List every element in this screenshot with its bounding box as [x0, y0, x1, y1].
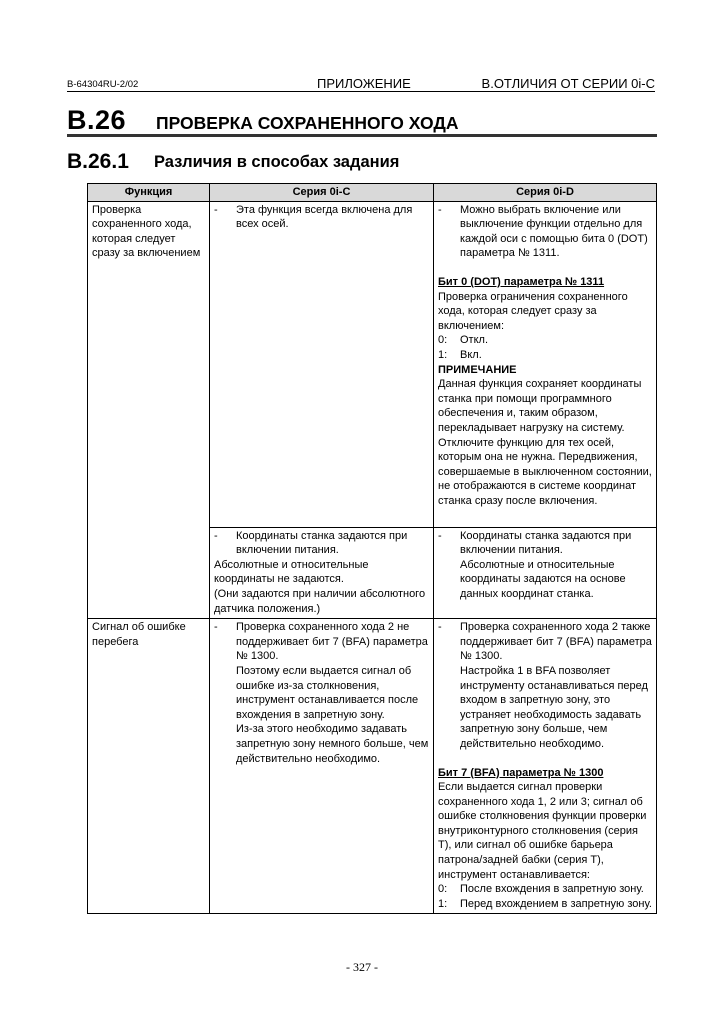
col-header-series-c: Серия 0i-C: [210, 184, 434, 202]
table-row: [88, 619, 657, 914]
param-option: 0: Откл.: [438, 334, 489, 347]
heading-1-title: ПРОВЕРКА СОХРАНЕННОГО ХОДА: [156, 113, 459, 133]
list-item: - Проверка сохраненного хода 2 не поддерживает бит 7 (BFA) параметра № 1300.: [214, 621, 428, 663]
cell-text: (Они задаются при наличии абсолютного датчика положения.): [214, 587, 426, 615]
page-number: - 327 -: [346, 960, 378, 974]
param-option: 1: Перед вхождением в запретную зону.: [438, 897, 652, 910]
series-d-cell: [434, 201, 657, 527]
list-item: - Проверка сохраненного хода 2 также поддерживает бит 7 (BFA) параметра № 1300.: [438, 621, 652, 663]
function-cell: Проверка сохраненного хода, которая следует сразу за включением: [88, 201, 210, 619]
doc-code: B-64304RU-2/02: [67, 79, 139, 90]
series-c-cell: [210, 201, 434, 527]
heading-2: [67, 150, 655, 176]
note-title: ПРИМЕЧАНИЕ: [438, 363, 517, 376]
list-item: - Координаты станка задаются при включении питания.: [214, 529, 408, 557]
cell-text: Настройка 1 в BFA позволяет инструменту останавливаться перед входом в запретную зону, это устраняет необходимость задавать запретную зону больше, чем действительно необходимо.: [460, 664, 648, 750]
heading-2-title: Различия в способах задания: [154, 153, 400, 171]
heading-1-rule: [67, 134, 657, 137]
param-description: Проверка ограничения сохраненного хода, которая следует сразу за включением:: [438, 290, 628, 332]
function-cell: Сигнал об ошибке перебега: [88, 619, 210, 914]
header-chapter: B.ОТЛИЧИЯ ОТ СЕРИИ 0i-C: [481, 76, 655, 91]
table-row: [88, 201, 657, 527]
differences-table: [87, 183, 657, 914]
page-header: [67, 76, 655, 92]
param-option: 0: После вхождения в запретную зону.: [438, 883, 644, 896]
param-description: Если выдается сигнал проверки сохраненного хода 1, 2 или 3; сигнал об ошибке столкновения функции проверки внутриконтурного столкновения (серия T), или сигнал об ошибке барьера патрона/задней бабки (серия T), инструмент останавливается:: [438, 781, 647, 881]
header-divider: [67, 91, 655, 92]
series-d-cell: [434, 619, 657, 914]
note-text: Данная функция сохраняет координаты станка при помощи программного обеспечения и, таким образом, перекладывает нагрузку на систему. Отключите функцию для тех осей, которым она не нужна. Передвижения, совершаемые в выключенном состоянии, не отображаются в системе координат станка сразу после включения.: [438, 378, 652, 507]
series-d-cell: [434, 527, 657, 619]
col-header-series-d: Серия 0i-D: [434, 184, 657, 202]
list-item: - Можно выбрать включение или выключение функции отдельно для каждой оси с помощью бита 0 (DOT) параметра № 1311.: [438, 203, 648, 260]
list-item: - Эта функция всегда включена для всех осей.: [214, 203, 413, 231]
heading-1: [67, 105, 655, 135]
cell-text: Абсолютные и относительные координаты не задаются.: [214, 558, 369, 586]
col-header-function: Функция: [88, 184, 210, 202]
table-header-row: [88, 184, 657, 202]
series-c-cell: [210, 527, 434, 619]
param-option: 1: Вкл.: [438, 348, 482, 361]
param-title: Бит 0 (DOT) параметра № 1311: [438, 275, 605, 288]
cell-text: Абсолютные и относительные координаты задаются на основе данных координат станка.: [460, 558, 626, 600]
heading-1-number: B.26: [67, 105, 127, 135]
heading-2-number: B.26.1: [67, 150, 129, 173]
param-title: Бит 7 (BFA) параметра № 1300: [438, 766, 604, 779]
cell-text: Поэтому если выдается сигнал об ошибке из-за столкновения, инструмент останавливается после вхождения в запретную зону.: [236, 664, 419, 721]
header-section: ПРИЛОЖЕНИЕ: [317, 76, 411, 91]
list-item: - Координаты станка задаются при включении питания.: [438, 529, 632, 557]
series-c-cell: [210, 619, 434, 914]
cell-text: Из-за этого необходимо задавать запретную зону немного больше, чем действительно необходимо.: [236, 723, 429, 765]
